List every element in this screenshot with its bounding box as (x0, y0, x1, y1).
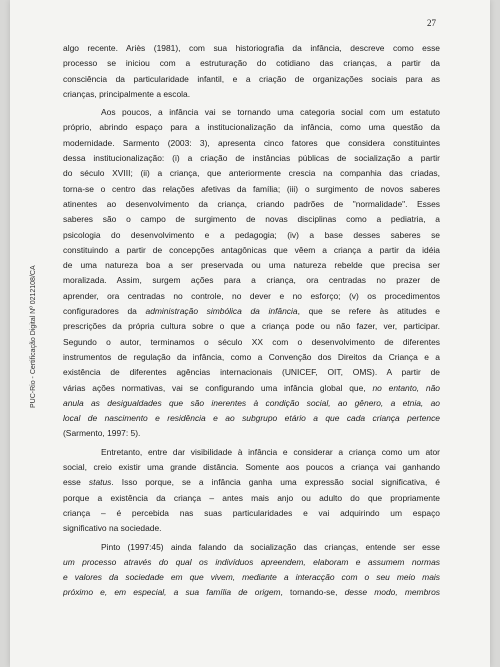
text-line: processo se iniciou com a estruturação do cotidiano das crianças, a partir da (63, 58, 440, 69)
certification-note: PUC-Rio - Certificação Digital Nº 0212108/CA (30, 265, 37, 408)
text-line: saberes são o campo de surgimento de novas disciplinas como a pediatria, a (63, 214, 440, 225)
text-line: atinentes ao desenvolvimento da criança, criando padrões de "normalidade". Esses (63, 198, 440, 209)
italic-text: um processo através do qual os indivíduos apreendem, elaboram e assumem normas (63, 556, 440, 567)
text-line: torna-se o centro das relações afetivas da família; (iii) o surgimento de novos saberes (63, 183, 440, 194)
italic-text: próximo e, em especial, a sua família de origem (63, 587, 281, 598)
text-line: Pinto (1997:45) ainda falando da socialização das crianças, entende ser esse (101, 541, 440, 552)
italic-text: local de nascimento e residência e ao subgrupo etário a que cada criança pertence (63, 413, 440, 424)
text-line: crianças, principalmente a escola. (63, 88, 191, 99)
text-line: instrumentos de regulação da infância, como a Convenção dos Direitos da Criança e a (63, 351, 440, 362)
italic-text: administração simbólica da infância (145, 306, 298, 317)
text-line (63, 396, 440, 411)
italic-text: status (88, 477, 112, 488)
text-line: Aos poucos, a infância vai se tornando uma categoria social com um estatuto (101, 107, 440, 118)
text-line: psicologia do desenvolvimento e a pedagogia; (iv) a base desses saberes se (63, 229, 440, 240)
text-line (63, 555, 440, 570)
text-line (63, 570, 440, 585)
text-line: constituindo a partir de concepções antagônicas que vêem a criança a partir da idéia (63, 244, 440, 255)
text-line: várias ações normativas, vai se configurando uma infância global que, no entanto, não (63, 382, 440, 393)
text-line: próprio, abrindo espaço para a institucionalização da infância, como uma questão da (63, 122, 440, 133)
text-line: existência de diferentes agências internacionais (UNICEF, OIT, OMS). A partir de (63, 367, 440, 378)
text-line (63, 411, 440, 426)
text-line: significativo na sociedade. (63, 523, 162, 534)
text-line: prescrições da própria cultura sobre o que a criança pode ou não fazer, ver, participar. (63, 321, 440, 332)
text-line: modernidade. Sarmento (2003: 3), apresenta cinco fatores que considera constituintes (63, 137, 440, 148)
text-line: Entretanto, entre dar visibilidade à infância e considerar a criança como um ator (101, 446, 440, 457)
text-line: próximo e, em especial, a sua família de origem, tornando-se, desse modo, membros (63, 587, 440, 598)
italic-text: no entanto, não (372, 382, 440, 393)
italic-text: anula as desigualdades que são inerentes à condição social, ao gênero, a etnia, ao (63, 397, 440, 408)
text-line: porque a existência da criança – antes mais anjo ou adulto do que propriamente (63, 492, 440, 503)
text-line: consciência da particularidade infantil, e a criação de organizações sociais para as (63, 73, 440, 84)
page-number: 27 (427, 18, 436, 28)
text-line: de uma natureza boa a ser preservada ou uma natureza rebelde que precisa ser (63, 260, 440, 271)
text-line: algo recente. Ariès (1981), com sua historiografia da infância, descreve como esse (63, 43, 440, 53)
text-line: (Sarmento, 1997: 5). (63, 428, 141, 439)
italic-text: desse modo, membros (344, 587, 440, 598)
text-line: do século XVIII; (ii) a criança, que anteriormente crescia na companhia das criadas, (63, 168, 440, 179)
text-line: social, creio existir uma grande distância. Somente aos poucos a criança vai ganhando (63, 462, 440, 473)
document-page (10, 0, 490, 667)
text-line: Segundo o autor, terminamos o século XX com o desenvolvimento de diferentes (63, 336, 440, 347)
text-line: configuradores da administração simbólica da infância, que se refere às atitudes e (63, 306, 440, 317)
text-line: criança – é percebida nas suas particularidades e vai adquirindo um espaço (63, 507, 440, 518)
text-line: dessa institucionalização: (i) a criação de instâncias públicas de socialização a partir (63, 153, 440, 164)
text-line: aprender, ora centradas no controle, no dever e no esforço; (v) os procedimentos (63, 290, 440, 301)
text-line: esse status. Isso porque, se a infância ganha uma expressão social significativa, é (63, 477, 440, 488)
italic-text: e valores da sociedade em que vivem, mediante a interacção com o seu meio mais (63, 572, 440, 583)
body-text (63, 41, 440, 601)
text-line: moralizada. Assim, surgem ações para a criança, ora centradas no prazer de (63, 275, 440, 286)
